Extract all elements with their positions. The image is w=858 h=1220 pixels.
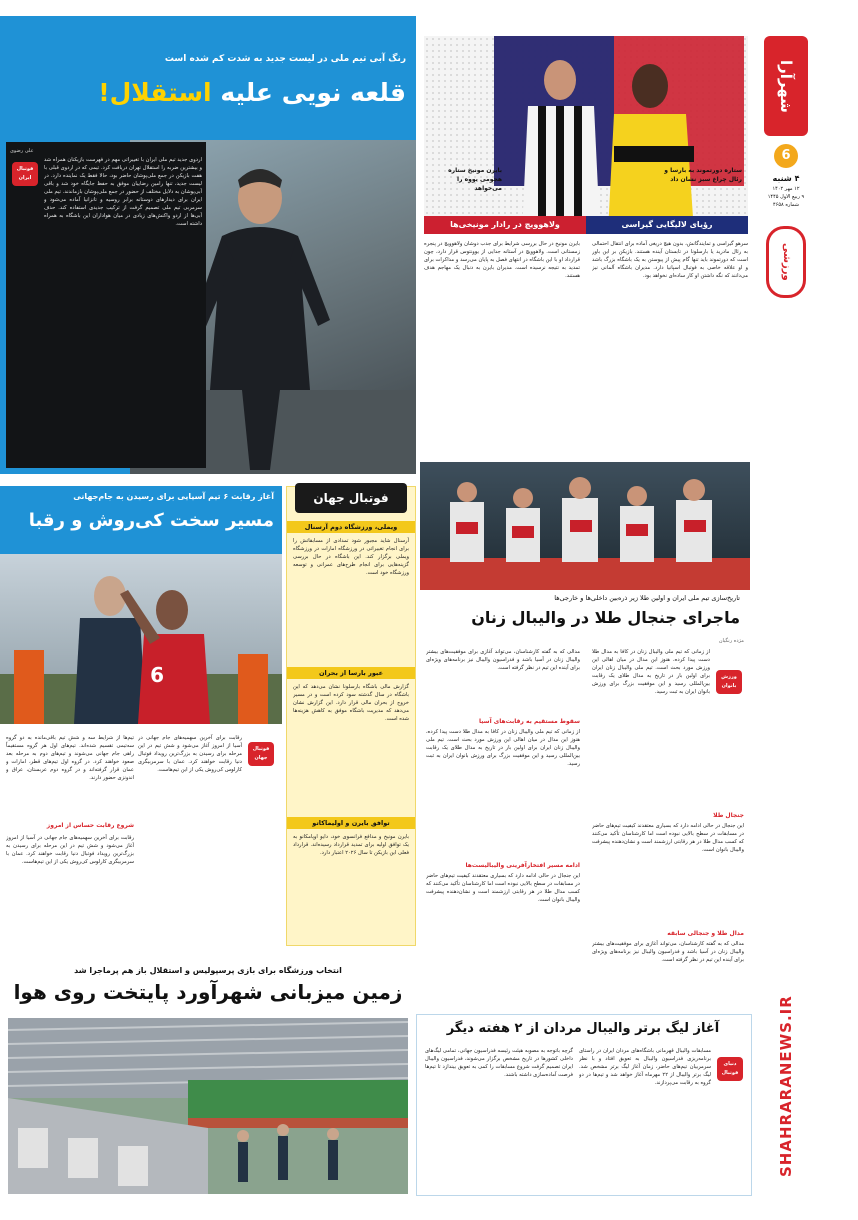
headline-part-b: استقلال! (98, 78, 212, 107)
body-d: از زمانی که تیم ملی والیبال زنان در کافا به مدال طلا دست پیدا کرده، هنوز این مدال در میان اهالی این ورزش مورد بحث است. تیم ملی والیبال زنان ایران برای اولین بار در تاریخ به مدال طلای یک رقابت بین‌المللی رسید و این موفقیت بزرگ برای ورزش بانوان ایران به ثبت رسید. (426, 729, 580, 767)
body-left: بایرن مونیخ در حال بررسی شرایط برای جذب دوشان ولاهوویچ در پنجره زمستانی است. ولاهوویچ در آستانه جدایی از یوونتوس قرار دارد، چون قرارداد او با این باشگاه در انتهای فصل به پایان می‌رسد و مذاکرات برای تمدید به نتیجه نرسیده است. مدیران بایرن به دنبال یک مهاجم هدف هستند. (424, 241, 580, 279)
story4-kicker: آغاز رقابت ۶ تیم آسیایی برای رسیدن به جام‌جهانی (73, 492, 274, 501)
story1-headline (6, 76, 406, 110)
story4-photo (0, 554, 282, 724)
banner-left: ولاهوویچ در رادار مونیخی‌ها (424, 216, 586, 234)
story-derby-stadium (0, 962, 408, 1194)
caption-right: ستاره دورتموند به بارسا و رئال چراغ سبز نشان داد (664, 167, 742, 183)
body-e: این جنجال در حالی ادامه دارد که بسیاری معتقدند کیفیت تیم‌های حاضر در مسابقات در سطح بالایی نبوده است اما کارشناسان تأکید می‌کنند که کسب مدال طلا در هر رقابتی ارزشمند است و نشان‌دهنده پیشرفت والیبال بانوان است. (426, 873, 580, 903)
author: مژده رنگیان (718, 638, 744, 644)
site-url[interactable]: SHAHRARANEWS.IR (777, 995, 795, 1177)
story1-text-box (6, 142, 206, 468)
date-line-2: ۹ ربیع الاول ۱۴۴۵ (767, 194, 805, 200)
s2-title: عبور بارسا از بحران (287, 667, 415, 679)
body-c: مدالی که به گفته کارشناسان، می‌تواند آغازی برای موفقیت‌های بیشتر والیبال زنان در آسیا باشد و فدراسیون والیبال نیز برنامه‌های ویژه‌ای برای آینده این تیم در نظر گرفته است. (592, 941, 744, 963)
body-b: گرچه باتوجه به مصوبه هیئت رئیسه فدراسیون جهانی، تمامی لیگ‌های داخلی کشورها در تاریخ مشخص برگزار می‌شوند، فدراسیون والیبال ایران تصمیم گرفت شروع مسابقات را کمی به تعویق بیندازد تا تیم‌ها فرصت آماده‌سازی داشته باشند. (425, 1048, 573, 1078)
body-c: رقابت برای آخرین سهمیه‌های جام جهانی در آسیا از امروز آغاز می‌شود و شش تیم در این مرحله برای رسیدن به بزرگ‌ترین رویداد فوتبال دنیا رقابت خواهند کرد. عمان با سرمربیگری کارلوس کی‌روش یکی از این تیم‌هاست. (6, 835, 134, 865)
story4-banner (0, 486, 282, 554)
s1-title: ویملی، ورزشگاه دوم آرسنال (287, 521, 415, 533)
players-photo (0, 554, 282, 724)
s3-title: توافق بایرن و اولیماکاتو (287, 817, 415, 829)
s3-body: بایرن مونیخ و مدافع فرانسوی خود، دایو اوپامکانو به یک توافق اولیه برای تمدید قرارداد رسیده‌اند. قرارداد فعلی این بازیکن تا سال ۲۰۲۶ اعتبار دارد. (293, 834, 409, 856)
svg-text:6: 6 (150, 663, 164, 687)
story3-headline: ماجرای جنجال طلا در والیبال زنان (471, 608, 740, 627)
players-photo (420, 462, 750, 590)
subhead-1: شروع رقابت حساس از امروز (46, 822, 134, 829)
section-badge: فوتبال ایران (12, 162, 38, 186)
subhead-4: ادامه مسیر افتخارآفرینی والیبالیست‌ها (465, 862, 580, 869)
story5-kicker: انتخاب ورزشگاه برای بازی پرسپولیس و استقلال باز هم پرماجرا شد (74, 966, 342, 975)
subhead-3: سقوط مستقیم به رقابت‌های آسیا (478, 718, 580, 725)
page-number-badge: 6 (774, 144, 798, 168)
subhead-2: مدال طلا و جنجالی سابقه (667, 930, 744, 937)
volleyball-photo (420, 462, 750, 590)
story3-kicker: تاریخ‌سازی تیم ملی ایران و اولین طلا زیر ذره‌بین داخلی‌ها و خارجی‌ها (554, 594, 740, 602)
banner-right: رؤیای لالیگایی گیراسی (586, 216, 748, 234)
date-line-1: ۱۲ مهر ۱۴۰۲ (772, 186, 800, 192)
body-b: این جنجال در حالی ادامه دارد که بسیاری معتقدند کیفیت تیم‌های حاضر در مسابقات در سطح بالایی نبوده است اما کارشناسان تأکید می‌کنند که کسب مدال طلا در هر رقابتی ارزشمند است و نشان‌دهنده پیشرفت والیبال بانوان است. (592, 823, 744, 853)
story1-body: اردوی جدید تیم ملی ایران با تغییراتی مهم در فهرست بازیکنان همراه شد و بیشترین ضربه را استقلال تهران دریافت کرد. تیمی که در اردوی قبلی با هفت بازیکن در جمع ملی‌پوشان حاضر بود، حالا فقط یک نماینده دارد. در لیست جدید، تنها رامین رضاییان موفق به حفظ جایگاه خود شد و باقی آبی‌پوشان به دلایل مختلف از حضور در جمع ملی‌پوشان بازماندند. تیم ملی ایران برای دیدارهای دوستانه برابر روسیه و تانزانیا آماده می‌شود و سرمربی تیم ملی تصمیم گرفت از ترکیب جدیدی استفاده کند. حذف آبی‌ها از اردو واکنش‌های زیادی در میان هواداران این باشگاه به همراه داشته است. (44, 157, 202, 227)
body-a: مسابقات والیبال قهرمانی باشگاه‌های مردان ایران در راستای برنامه‌ریزی فدراسیون والیبال به تعویق افتاد و با نظر سرمربیان تیم‌های حاضر، زمان آغاز لیگ برتر مشخص شد. لیگ برتر والیبال از ۲۲ مهرماه آغاز خواهد شد و تیم‌ها در دو گروه به رقابت می‌پردازند. (579, 1048, 711, 1086)
players-illustration (424, 36, 748, 232)
body-right: سرهو گیراسی و تمایندگانش، بدون هیچ دریغی آماده برای انتقال احتمالی به رئال مادرید یا بارسلونا در تابستان آینده هستند. بازیکن بر این باور است که دورتموند باید تنها گام پیش از پیوستن به یک باشگاه بزرگ باشد و او علاقه خاصی به فوتبال اسپانیا دارد. مدیران باشگاه آلمانی نیز می‌دانند که نگه داشتن او کار ساده‌ای نخواهد بود. (592, 241, 748, 279)
story-asian-qualifiers (0, 482, 282, 954)
story1-kicker: رنگ آبی تیم ملی در لیست جدید به شدت کم شده است (164, 54, 406, 64)
story-qalenoei (0, 16, 416, 474)
s1-body: آرسنال شاید مجبور شود تمدادی از مسابقاتش را برای انجام تغییراتی در ورزشگاه امارات در ورزشگاه ویملی برگزار کند. این باشگاه در حال بررسی گزینه‌هایی برای انجام طرح‌های عمرانی و توسعه ورزشگاه خود است. (293, 538, 409, 576)
story4-headline: مسیر سخت کی‌روش و رقبا (28, 510, 274, 531)
section-badge: دنیای فوتبال (717, 1057, 743, 1081)
section-logo: ورزشی (766, 226, 806, 298)
caption-left: بایرن مونیخ ستاره هجومی یووه را می‌خواهد (448, 167, 502, 192)
story-volleyball-league (416, 1014, 752, 1196)
s2-body: گزارش مالی باشگاه بارسلونا نشان می‌دهد که این باشگاه در سال گذشته سود کرده است و در مسیر خروج از بحران مالی قرار دارد. این گزارش نشان می‌دهد که مدیریت باشگاه موفق به کاهش هزینه‌ها شده است. (293, 684, 409, 722)
headline-part-a: قلعه نویی علیه (211, 78, 406, 107)
section-badge: فوتبال جهان (248, 742, 274, 766)
story5-headline: زمین میزبانی شهرآورد پایتخت روی هوا (13, 980, 403, 1004)
body-a: رقابت برای آخرین سهمیه‌های جام جهانی در آسیا از امروز آغاز می‌شود و شش تیم در این مرحله برای رسیدن به بزرگ‌ترین رویداد فوتبال دنیا رقابت خواهند کرد. عمان با سرمربیگری کارلوس کی‌روش یکی از این تیم‌هاست. (138, 735, 242, 773)
column-header: فوتبال جهان (295, 483, 407, 513)
subhead-1: جنجال طلا (713, 812, 744, 819)
body-b: تیم‌ها از شرایط سه و شش تیم باقی‌مانده به دو گروه سه‌تیمی تقسیم شده‌اند. تیم‌های اول هر گروه مستقیماً راهی جام جهانی می‌شوند و تیم‌های دوم به مرحله بعد صعود خواهند کرد. در گروه اول تیم‌های قطر، امارات و عمان قرار گرفته‌اند و در گروه دوم عربستان، عراق و اندونزی حضور دارند. (6, 735, 134, 781)
column-world-football (286, 486, 416, 946)
stadium-photo (8, 1018, 408, 1194)
logo: شهرآرا (764, 36, 808, 136)
body-a: از زمانی که تیم ملی والیبال زنان در کافا به مدال طلا دست پیدا کرده، هنوز این مدال در میان اهالی این ورزش مورد بحث است. تیم ملی والیبال زنان ایران برای اولین بار در تاریخ به مدال طلای یک رقابت بین‌المللی رسید و این موفقیت بزرگ برای ورزش بانوان ایران به ثبت رسید. (592, 649, 710, 695)
story-volleyball (420, 462, 750, 988)
body-a2: مدالی که به گفته کارشناسان، می‌تواند آغازی برای موفقیت‌های بیشتر والیبال زنان در آسیا باشد و فدراسیون والیبال نیز برنامه‌های ویژه‌ای برای آینده این تیم در نظر گرفته است. (426, 649, 580, 671)
transfer-photo (424, 36, 748, 232)
weekday: ۴ شنبه (772, 174, 800, 183)
author: علی رضوی (10, 148, 34, 154)
section-badge: ورزش بانوان (716, 670, 742, 694)
stadium-illustration (8, 1018, 408, 1194)
masthead (760, 36, 812, 1206)
story6-headline: آغاز لیگ برتر والیبال مردان از ۲ هفته دیگر (446, 1021, 720, 1036)
issue-number: شماره ۴۶۵۸ (773, 202, 799, 208)
story-transfers (424, 16, 748, 444)
